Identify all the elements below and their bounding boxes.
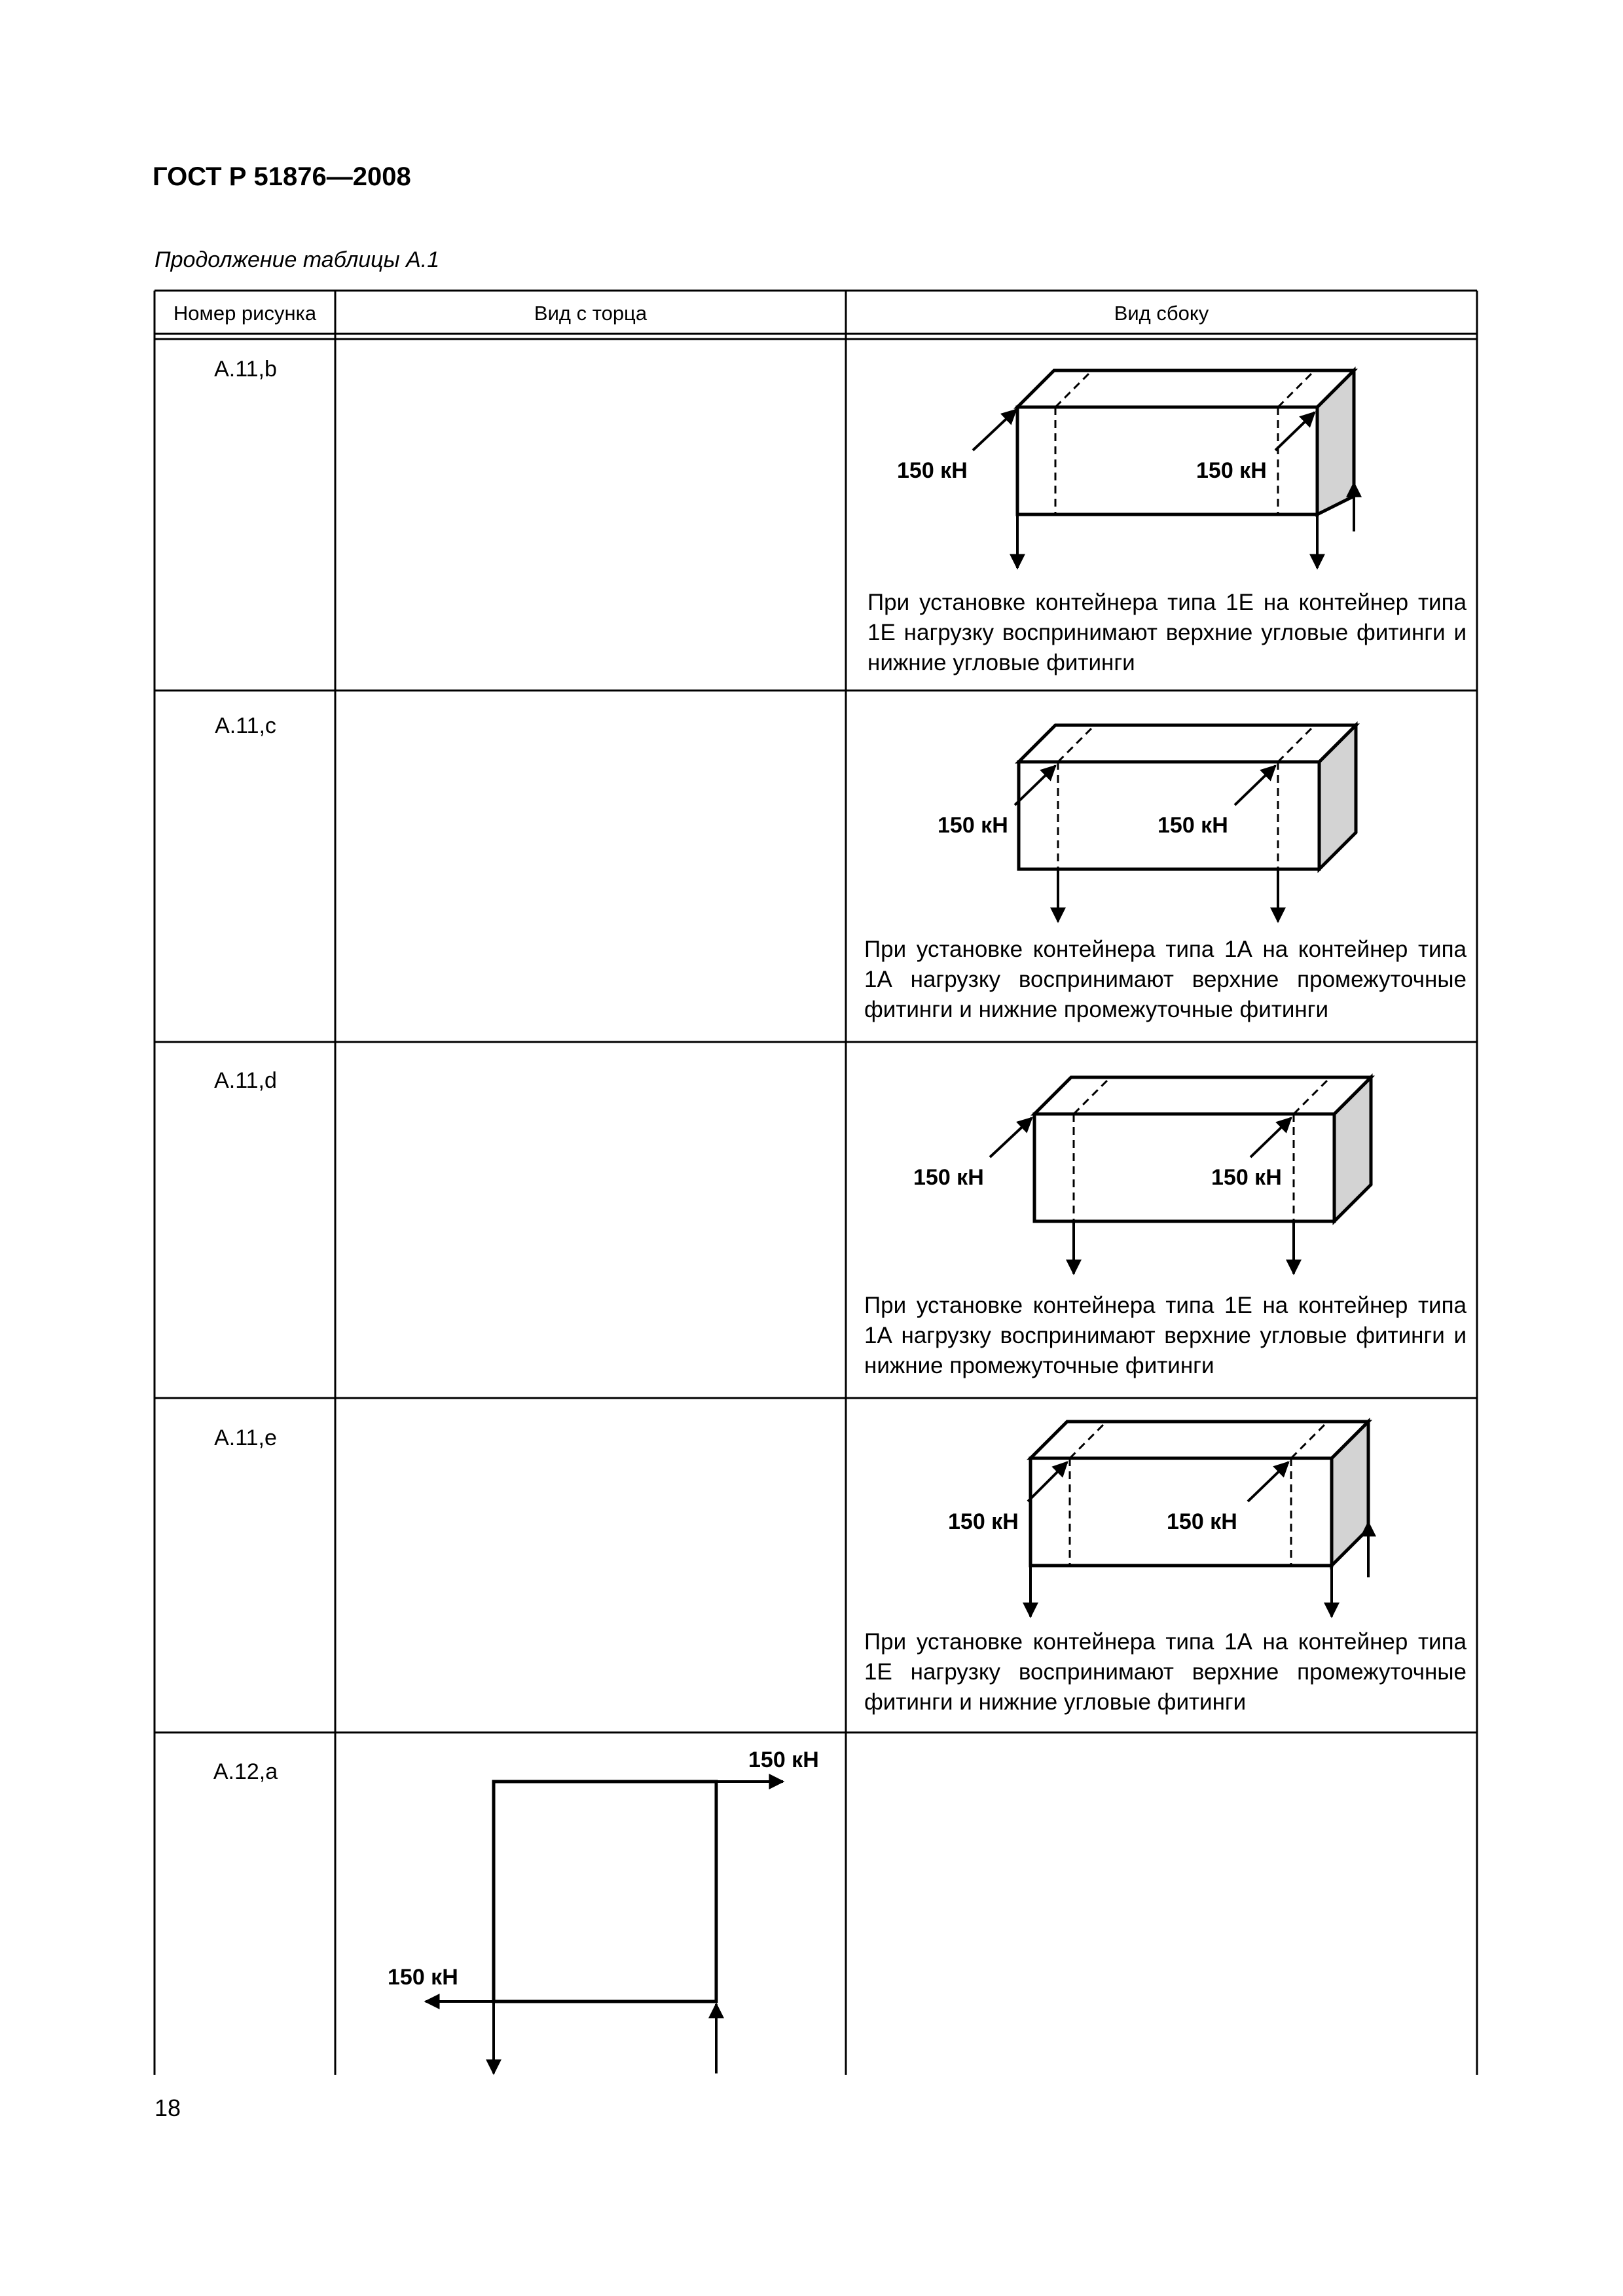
description-a11d: При установке контейнера типа 1Е на контейнер типа 1А нагрузку воспринимают верхние угловые фитинги и нижние промежуточные фитинги (864, 1293, 1467, 1378)
force-label-a11e-right: 150 кН (1167, 1509, 1237, 1534)
column-header-end-view: Вид с торца (534, 302, 647, 325)
description-a11c: При установке контейнера типа 1А на контейнер типа 1А нагрузку воспринимают верхние промежуточные фитинги и нижние промежуточные фитинги (864, 937, 1467, 1022)
figure-number-a11b: А.11,b (214, 357, 277, 382)
force-label-a11d-left: 150 кН (913, 1165, 984, 1190)
force-label-a11b-left: 150 кН (897, 458, 968, 483)
figure-number-a11c: А.11,c (215, 713, 276, 738)
table-caption: Продолжение таблицы А.1 (155, 247, 440, 272)
force-label-a12a-top: 150 кН (748, 1748, 819, 1772)
force-label-a12a-left: 150 кН (388, 1965, 458, 1990)
force-label-a11d-right: 150 кН (1211, 1165, 1282, 1190)
figure-number-a11d: А.11,d (214, 1068, 277, 1093)
column-header-side-view: Вид сбоку (1114, 302, 1209, 325)
description-a11b: При установке контейнера типа 1Е на контейнер типа 1Е нагрузку воспринимают верхние угловые фитинги и нижние угловые фитинги (867, 590, 1467, 675)
description-a11e: При установке контейнера типа 1А на контейнер типа 1Е нагрузку воспринимают верхние промежуточные фитинги и нижние угловые фитинги (864, 1629, 1467, 1715)
container-diagram-a11b (973, 370, 1354, 568)
figure-number-a12a: А.12,a (213, 1759, 278, 1784)
column-header-figure-number: Номер рисунка (173, 302, 317, 325)
end-view-diagram-a12a (426, 1782, 783, 2073)
container-diagram-a11d (990, 1077, 1371, 1274)
force-label-a11b-right: 150 кН (1196, 458, 1267, 483)
document-title: ГОСТ Р 51876—2008 (153, 162, 411, 191)
force-label-a11e-left: 150 кН (948, 1509, 1019, 1534)
page-number: 18 (155, 2094, 181, 2121)
force-label-a11c-left: 150 кН (938, 813, 1008, 838)
figure-number-a11e: А.11,e (214, 1426, 277, 1450)
force-label-a11c-right: 150 кН (1158, 813, 1228, 838)
